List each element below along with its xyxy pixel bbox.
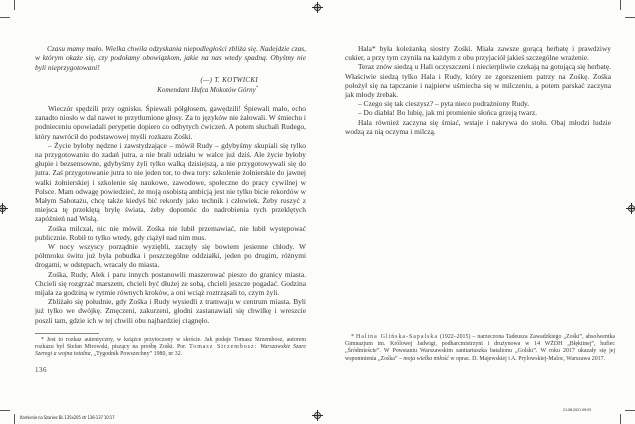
footnote-text: * Jest to rozkaz autentyczny, w książce przytoczony w skrócie. Jak podaje Tomasz Strzembosz, autorem rozkazu był Stefan Mirowski, piszący na prośbę Zośki. Por. [35, 336, 306, 350]
crop-mark-bottom-right-v [620, 414, 621, 424]
page-right [318, 0, 635, 424]
paragraph: Wieczór spędzili przy ognisku. Śpiewali półgłosem, gawędzili! Śpiewali mało, echo zanadto niosło w dal nawet te przytłumione głosy. Za to języków nie żałowali. W śmiechu i podnieceniu opowiadali perypetie dopiero co odbytych ćwiczeń. A potem słuchali Rudego, który nawrócił do podstawowej myśli rozkazu Zośki. [35, 103, 306, 141]
paragraph: Zośka milczał, nic nie mówił. Zośka nie lubił przemawiać, nie lubił występować publicznie. Robił to tylko wtedy, gdy ciążył nad nim mus. [35, 223, 306, 242]
paragraph: W nocy wszyscy porządnie wyziębli, zaczęły się bowiem jesienne chłody. W półmroku świtu już była pobudka i poszczególne oddziałki, jeden po drugim, różnymi drogami, w odstępach, wracały do miasta. [35, 241, 306, 270]
footnote-marker: * [351, 334, 356, 340]
paragraph: Hala również zaczyna się śmiać, wstaje i nakrywa do stołu. Obaj młodzi ludzie wodzą za nią oczyma i milczą. [345, 117, 611, 136]
footnote-right-block [345, 334, 615, 363]
printer-slug-right: 21.08.2021 09:53 [563, 408, 592, 412]
paragraph: – Czego się tak cieszysz? – pyta nieco podrażniony Rudy. [358, 99, 530, 109]
crop-mark-bottom-left-h [0, 410, 10, 411]
crop-mark-top-left-v [14, 0, 15, 10]
footnote-tail: w oprac. D. Majewskiej i A. Prylowskiej-Maloc, Warszawa 2017. [448, 355, 606, 362]
printer-slug-left: Kamienie na Szaniec BL 135x205 str 136-137 10:17 [20, 415, 115, 420]
attribution-signature: (—) T. KOTWICKI [200, 75, 258, 84]
crop-mark-top-left-h [0, 17, 10, 18]
paragraph: Teraz znów siedzą u Hali oczyszczeni i niecierpliwie czekają na gotującą się herbatę. Właściwie siedzą tylko Hala i Rudy, który ze zgorszeniem patrzy na Zośkę. Zośka położył się na tapczanie i najpierw uśmiecha się w milczeniu, a potem parskać zaczyna jak młody źrebak. [345, 62, 611, 100]
attribution-role [35, 85, 258, 95]
registration-mark-right [628, 205, 635, 212]
paragraph: Zbliżało się południe, gdy Zośka i Rudy wysiedli z tramwaju w centrum miasta. Byli już tylko we dwójkę. Zmęczeni, zakurzeni, głodni zastanawiali się chwilkę i wreszcie poszli tam, gdzie ich w tej chwili obu najbardziej ciągnęło. [35, 297, 306, 325]
epigraph-quote: Czasu mamy mało. Wielka chwila odzyskania niepodległości zbliża się. Nadejdzie czas, w którym okaże się, czy podołamy obowiązkom, jakie na nas wtedy spadną. Obyśmy nie byli nieprzygotowani! [35, 44, 306, 72]
epigraph-attribution [35, 75, 258, 95]
footnote-author: Tomasz Strzembosz: [189, 343, 258, 350]
crop-mark-top-right-h [625, 17, 635, 18]
footnote-name: Halina Glińska-Sapalska [355, 334, 438, 340]
crop-mark-bottom-right-h [625, 410, 635, 411]
paragraph: – Życie byłoby nędzne i zawstydzające – mówił Rudy – gdybyśmy skupiali się tylko na przygotowaniu do zadań jutra, a nie brali udziału w walce już dziś. Ale życie byłoby głupie i bezsensowne, gdybyśmy żyli tylko walką dzisiejszą, a nie przygotowywali się do jutra. Zaś przygotowanie jutra to nie jeden tor, to dwa tory: szkolenie żołnierskie do jawnej walki żołnierskiej i szkolenie się naukowe, zawodowe, społeczne do pracy cywilnej w Polsce. Mam odwagę powiedzieć, że moją osobistą ambicją jest nie tylko bicie rekordów w Małym Sabotażu, chcę także kiedyś bić rekordy jako technik i człowiek. Żeby ruszyć z miejsca tę przeklętą bryłę świata, żeby dopomóc do nadrobienia tych przeklętych zapóźnień nad Wisłą. [35, 140, 306, 224]
registration-mark-bottom-center [314, 412, 321, 419]
left-text-column [35, 44, 306, 374]
attribution-role-text: Komendant Hufca Mokotów Górny [157, 85, 256, 94]
crop-mark-top-right-v [620, 0, 621, 10]
footnote-tail: , „Tygodnik Powszechny” 1980, nr 32. [90, 351, 183, 358]
footnote-right [345, 334, 615, 363]
registration-mark-top-center [314, 4, 321, 11]
page-number-left: 136 [35, 366, 47, 375]
footnote-text: (1922–2015) – narzeczona Tadeusza Zawadzkiego „Zośki”, absolwentka Gimnazjum im. Królowej Jadwigi, podharcmistrzyni i drużynowa w 14 WŻDH „Błękitnej”, hufiec „Śródmieście”. W Powstaniu Warszawskim sanitariuszka batalionu „Golski”. W roku 2017 ukazały się jej wspomnienia „Zośka” – [345, 334, 616, 362]
paragraph: – Do diabła! Bo lubię, jak mi promienie słońca grzeją twarz. [358, 108, 537, 118]
footnote-marker: * [255, 84, 258, 90]
paragraph: Zośka, Rudy, Alek i paru innych postanowili maszerować pieszo do granicy miasta. Chcieli się rozgrzać marszem, chcieli być dłużej ze sobą, chcieli jeszcze pogadać. Godzina mijała za godziną w rytmie równych kroków, a oni wciąż roztrząsali to, czym żyli. [35, 269, 306, 297]
footnote-left [35, 337, 306, 359]
footnote-title: moja wielka miłość [403, 355, 449, 362]
right-text-column [345, 44, 611, 136]
paragraph: Hala* była koleżanką siostry Zośki. Miała zawsze gorącą herbatę i prawdziwy cukier, a przy tym czyniła na każdym z obu przyjaciół jakieś szczególne wrażenie. [345, 44, 611, 63]
footnote-divider [35, 333, 99, 334]
footnote-title: Warszawskie Szare Szeregi a wojna totalna [35, 343, 306, 358]
crop-mark-bottom-left-v [14, 414, 15, 424]
